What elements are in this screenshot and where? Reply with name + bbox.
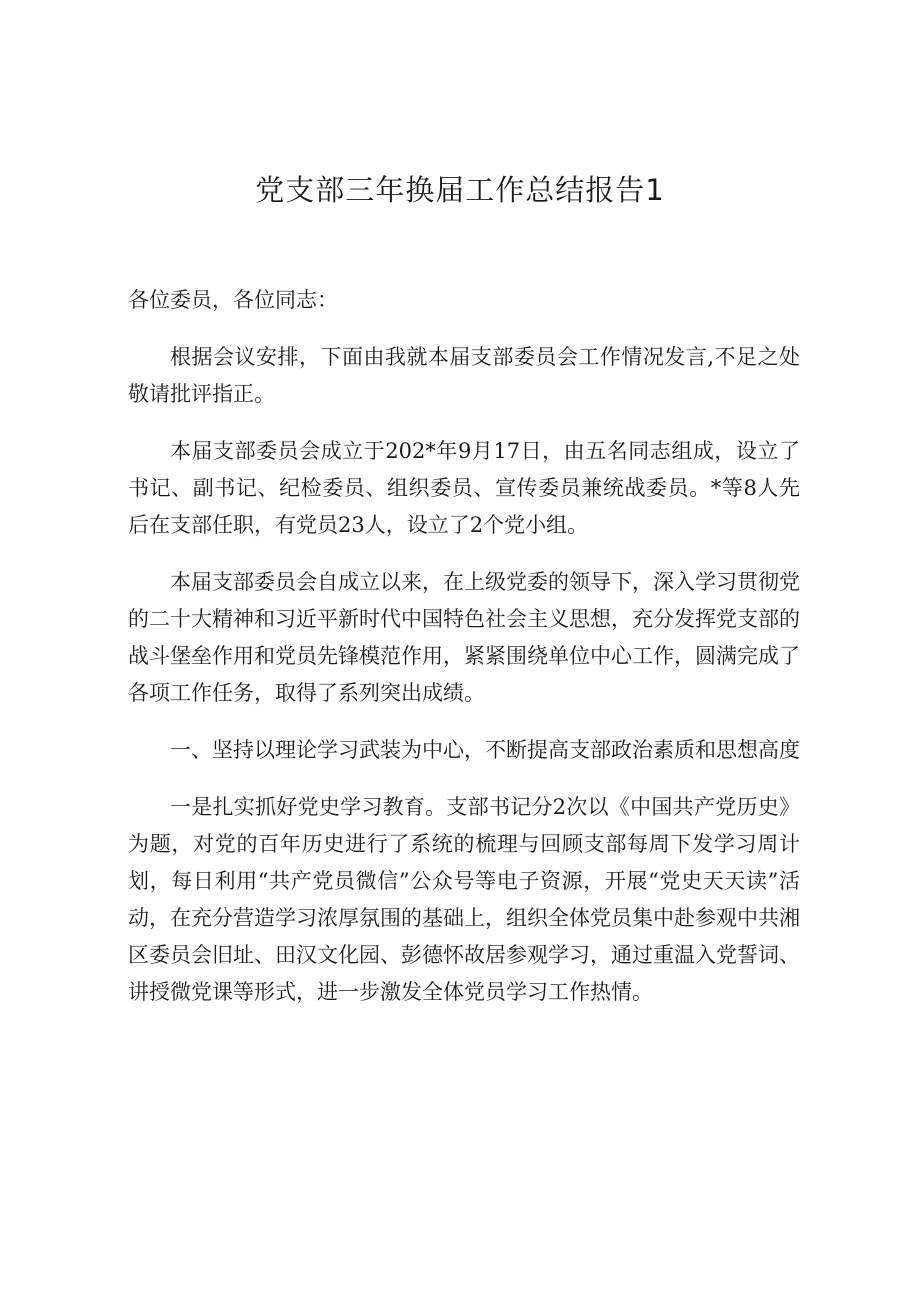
- paragraph-party-history-education: 一是扎实抓好党史学习教育。支部书记分2次以《中国共产党历史》为题，对党的百年历史进行了系统的梳理与回顾支部每周下发学习周计划，每日利用“共产党员微信”公众号等电子资源，开展“党史天天读”活动，在充分营造学习浓厚氛围的基础上，组织全体党员集中赴参观中共湘区委员会旧址、田汉文化园、彭德怀故居参观学习，通过重温入党誓词、讲授微党课等形式，进一步激发全体党员学习工作热情。: [128, 795, 800, 1004]
- paragraph-committee-composition: 本届支部委员会成立于202*年9月17日，由五名同志组成，设立了书记、副书记、纪检委员、组织委员、宣传委员兼统战委员。*等8人先后在支部任职，有党员23人，设立了2个党小组。: [128, 439, 800, 537]
- document-body: [128, 282, 800, 1031]
- paragraph-intro: 根据会议安排，下面由我就本届支部委员会工作情况发言,不足之处敬请批评指正。: [128, 345, 800, 406]
- salutation: 各位委员，各位同志：: [128, 288, 338, 312]
- document-title: 党支部三年换届工作总结报告1: [255, 173, 665, 207]
- section-heading-theory-study: 一、坚持以理论学习武装为中心，不断提高支部政治素质和思想高度: [170, 738, 800, 762]
- paragraph-achievements: 本届支部委员会自成立以来，在上级党委的领导下，深入学习贯彻党的二十大精神和习近平新时代中国特色社会主义思想，充分发挥党支部的战斗堡垒作用和党员先锋模范作用，紧紧围绕单位中心工作，圆满完成了各项工作任务，取得了系列突出成绩。: [128, 570, 800, 705]
